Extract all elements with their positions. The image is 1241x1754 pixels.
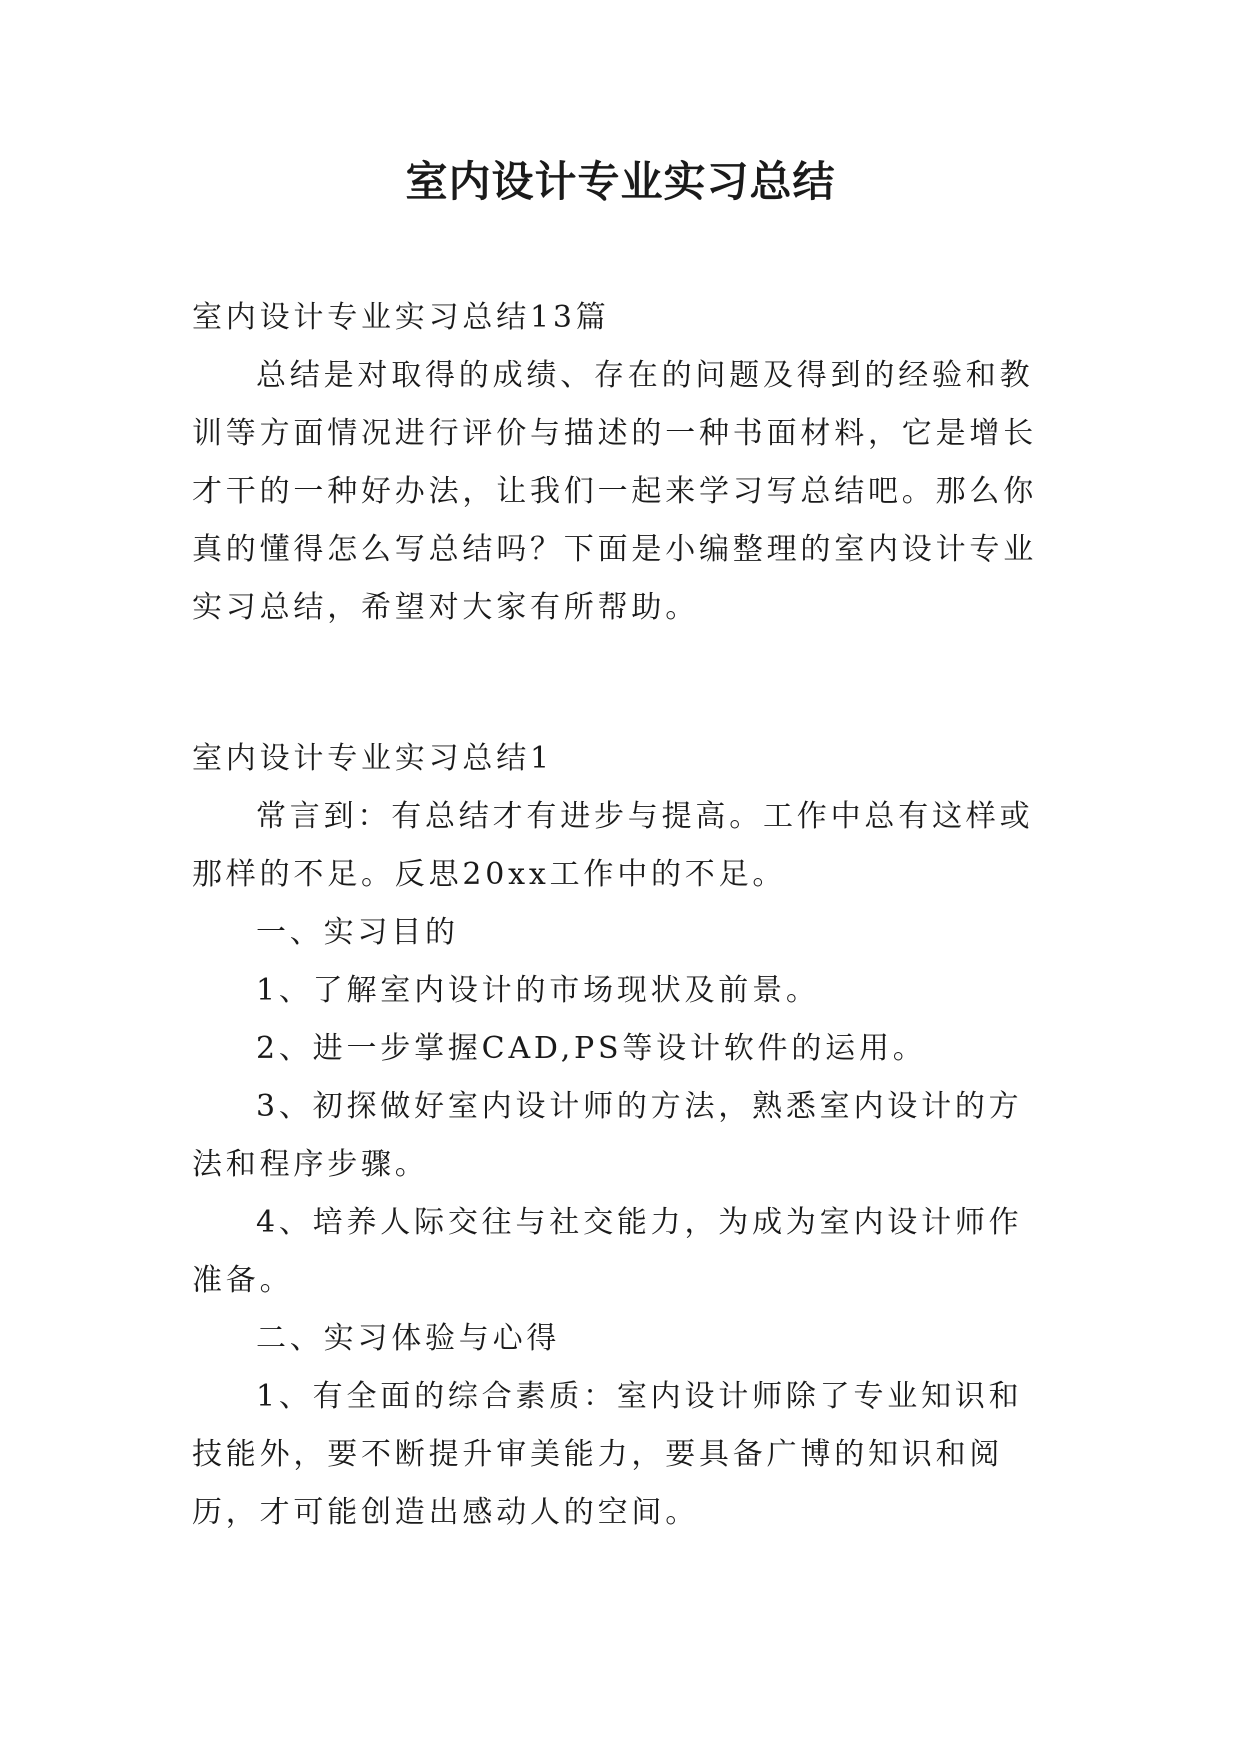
list-item-4: 4、培养人际交往与社交能力，为成为室内设计师作准备。 xyxy=(192,1205,1023,1298)
intro-paragraph: 总结是对取得的成绩、存在的问题及得到的经验和教训等方面情况进行评价与描述的一种书面材料，它是增长才干的一种好办法，让我们一起来学习写总结吧。那么你真的懂得怎么写总结吗？下面是小编整理的室内设计专业实习总结，希望对大家有所帮助。 xyxy=(192,358,1037,625)
experience-item-1: 1、有全面的综合素质：室内设计师除了专业知识和技能外，要不断提升审美能力，要具备广博的知识和阅历，才可能创造出感动人的空间。 xyxy=(192,1379,1023,1530)
section-1 xyxy=(192,730,1054,1542)
heading-objectives: 一、实习目的 xyxy=(256,915,459,950)
list-item-3: 3、初探做好室内设计师的方法，熟悉室内设计的方法和程序步骤。 xyxy=(192,1089,1023,1182)
section-heading: 室内设计专业实习总结1 xyxy=(192,741,553,776)
paragraph-1: 常言到：有总结才有进步与提高。工作中总有这样或那样的不足。反思20xx工作中的不足。 xyxy=(192,799,1034,892)
list-item-1: 1、了解室内设计的市场现状及前景。 xyxy=(256,973,820,1008)
list-item-2: 2、进一步掌握CAD,PS等设计软件的运用。 xyxy=(256,1031,927,1066)
document-title: 室内设计专业实习总结 xyxy=(405,157,836,206)
document-subtitle: 室内设计专业实习总结13篇 xyxy=(192,300,610,335)
heading-experience: 二、实习体验与心得 xyxy=(256,1321,561,1356)
intro-block xyxy=(192,289,1054,637)
